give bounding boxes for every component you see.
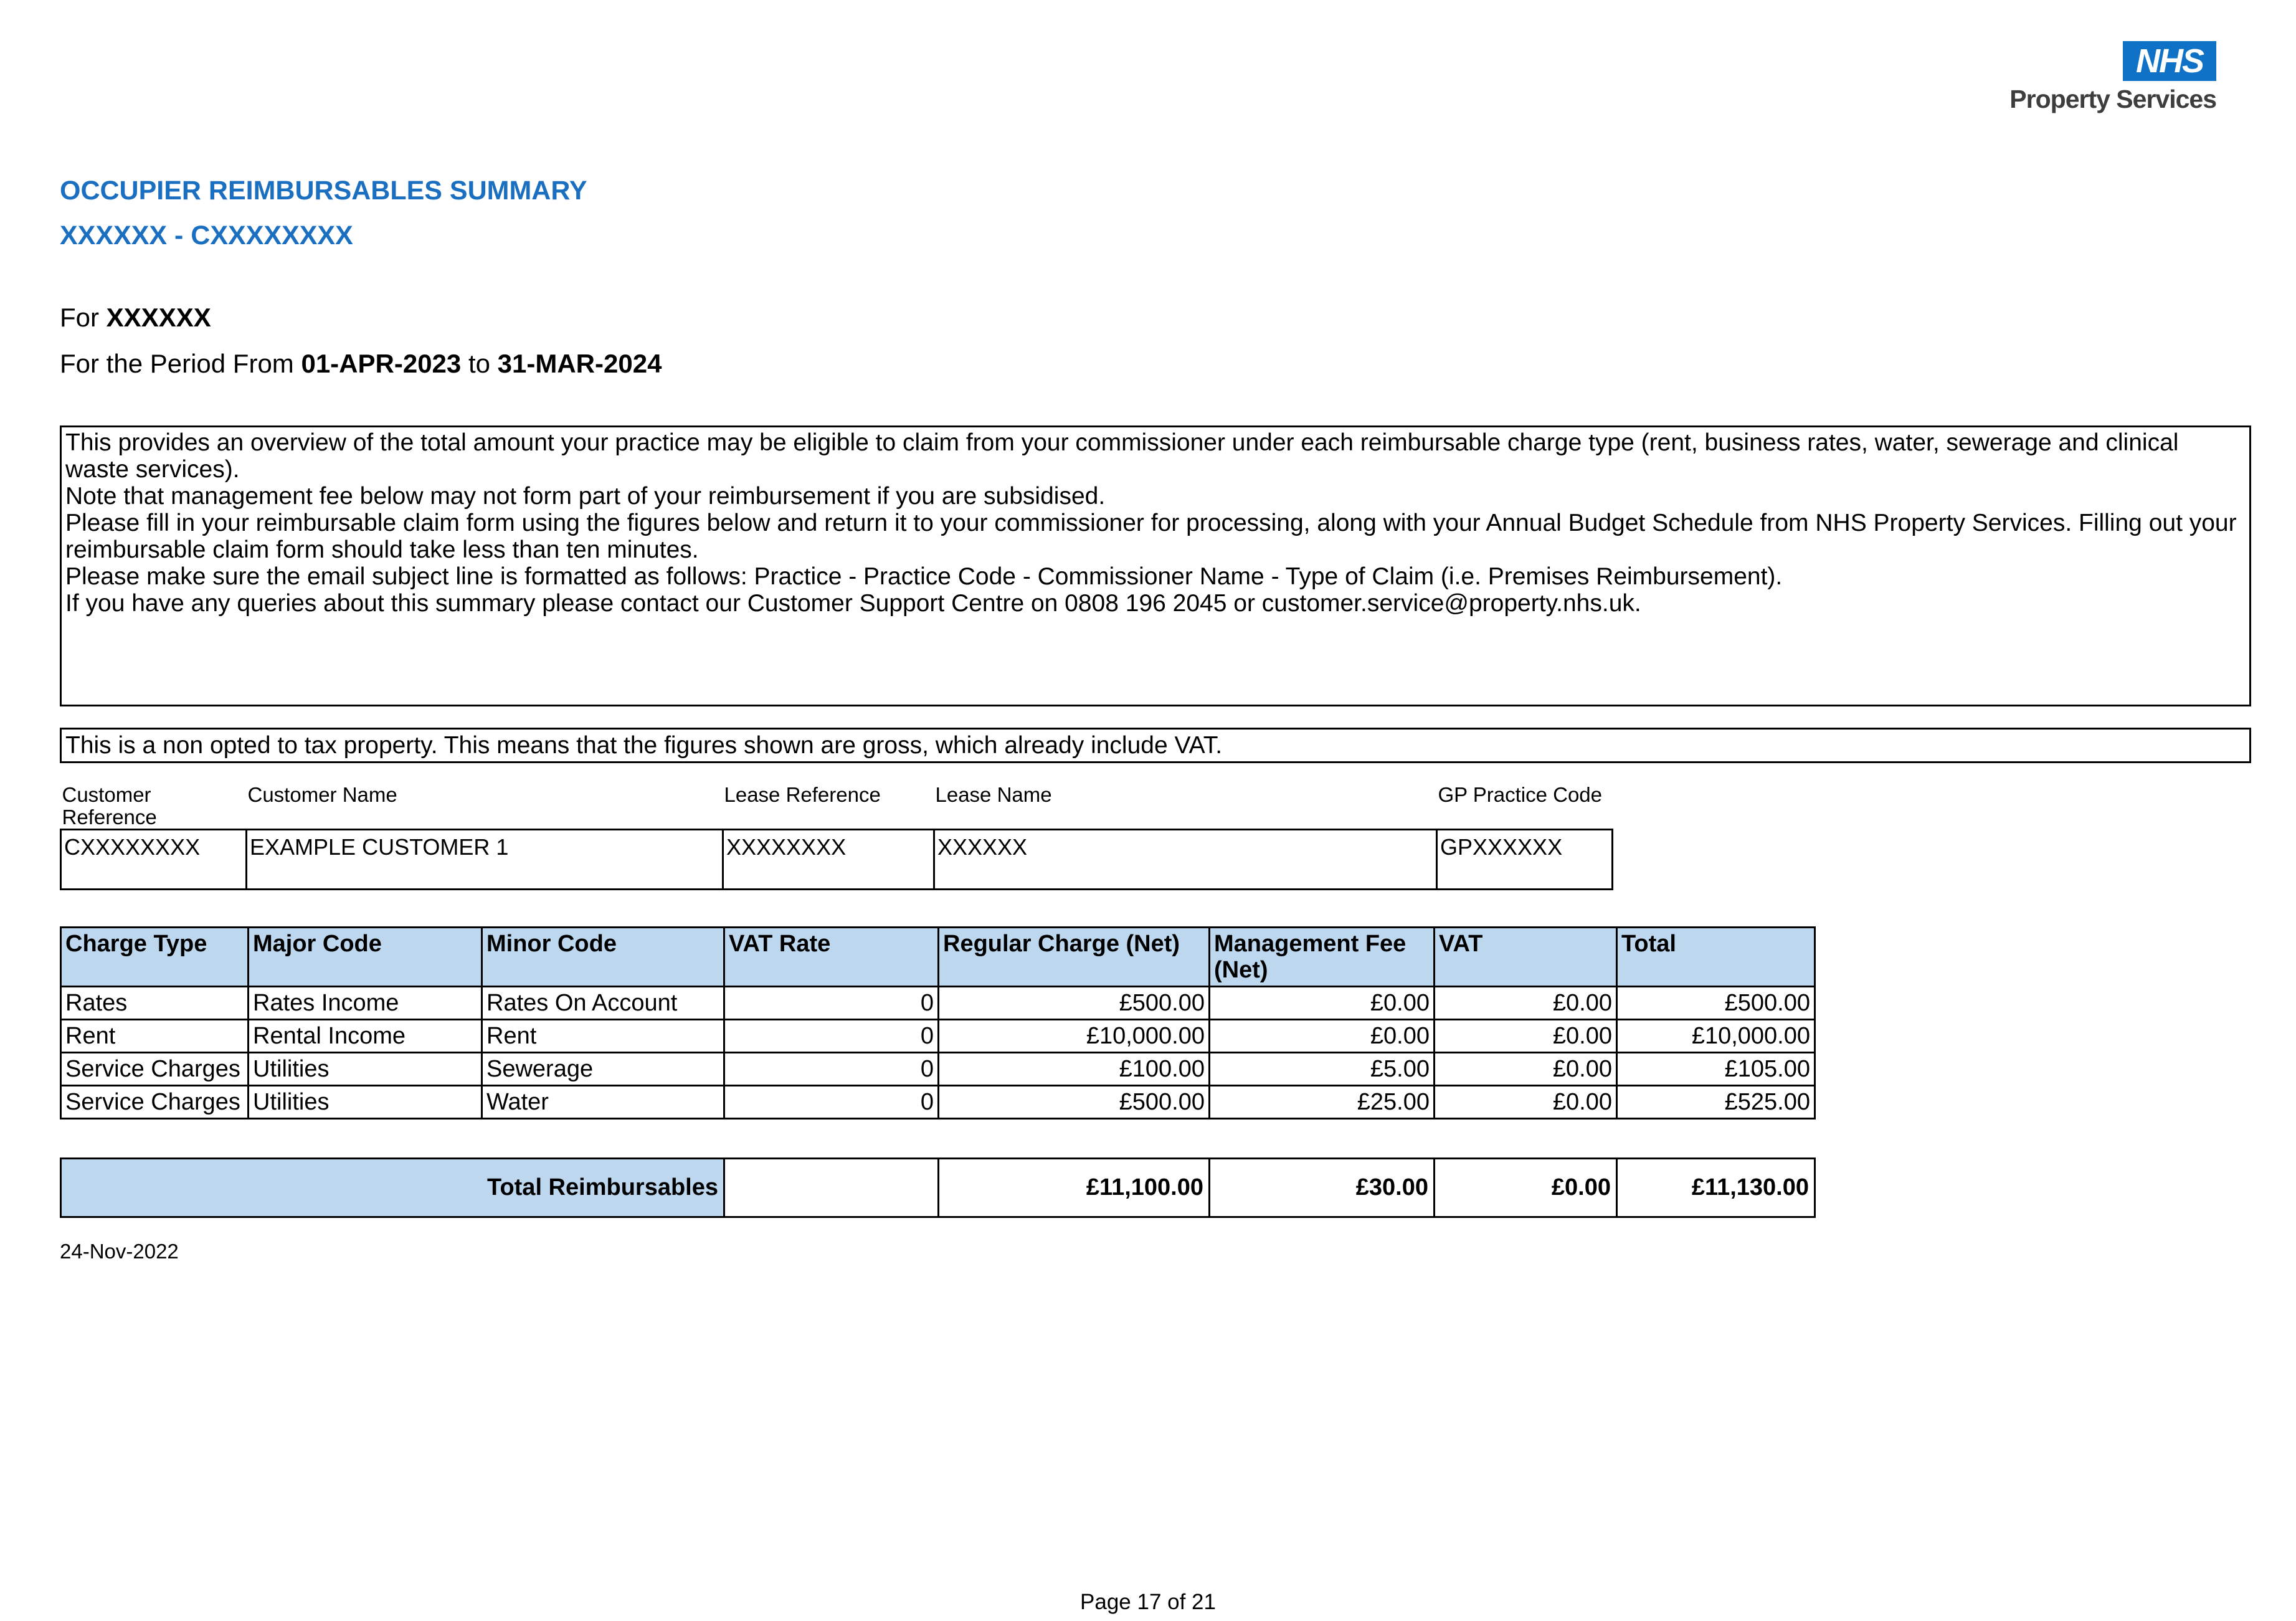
gp-practice-code-header: GP Practice Code	[1438, 783, 1603, 806]
management-fee-header: Management Fee (Net)	[1210, 928, 1435, 987]
minor-code-cell: Rates On Account	[482, 987, 724, 1020]
customer-table-row	[61, 830, 1613, 890]
vat-rate-cell: 0	[724, 987, 939, 1020]
nhs-logo	[2009, 41, 2216, 114]
minor-code-cell: Sewerage	[482, 1053, 724, 1086]
page-number: Page 17 of 21	[1080, 1590, 1216, 1614]
minor-code-header: Minor Code	[482, 928, 724, 987]
page-subtitle: XXXXXX - CXXXXXXXX	[60, 221, 353, 250]
customer-reference-value: CXXXXXXXX	[61, 830, 247, 890]
vat-rate-header: VAT Rate	[724, 928, 939, 987]
regular-charge-header: Regular Charge (Net)	[939, 928, 1210, 987]
totals-regular-charge: £11,100.00	[939, 1159, 1210, 1217]
customer-name-value: XXXXXX	[106, 303, 211, 332]
regular-charge-cell: £500.00	[939, 1086, 1210, 1119]
gp-practice-code-value: GPXXXXXX	[1437, 830, 1613, 890]
vat-cell: £0.00	[1435, 987, 1617, 1020]
for-prefix: For	[60, 303, 107, 332]
for-line	[60, 303, 211, 333]
regular-charge-cell: £10,000.00	[939, 1020, 1210, 1053]
totals-vat: £0.00	[1435, 1159, 1617, 1217]
vat-cell: £0.00	[1435, 1053, 1617, 1086]
totals-management-fee: £30.00	[1210, 1159, 1435, 1217]
document-date: 24-Nov-2022	[60, 1240, 179, 1263]
table-row	[61, 1086, 1815, 1119]
intro-paragraph: If you have any queries about this summary please contact our Customer Support Centre on 0808 196 2045 or customer.service@property.nhs.uk.	[65, 590, 1641, 617]
lease-reference-value: XXXXXXXX	[723, 830, 934, 890]
nhs-logo-subtitle: Property Services	[2009, 85, 2216, 113]
totals-vat-rate-cell	[724, 1159, 939, 1217]
total-reimbursables-label: Total Reimbursables	[61, 1159, 724, 1217]
charges-table-header-row	[61, 928, 1815, 987]
charge-type-cell: Service Charges	[61, 1086, 249, 1119]
charges-table	[60, 926, 1816, 1119]
vat-cell: £0.00	[1435, 1020, 1617, 1053]
period-to-date: 31-MAR-2024	[497, 349, 662, 378]
totals-total: £11,130.00	[1617, 1159, 1815, 1217]
regular-charge-cell: £500.00	[939, 987, 1210, 1020]
charge-type-header: Charge Type	[61, 928, 249, 987]
management-fee-cell: £25.00	[1210, 1086, 1435, 1119]
major-code-cell: Rental Income	[249, 1020, 482, 1053]
customer-name-value: EXAMPLE CUSTOMER 1	[247, 830, 723, 890]
table-row	[61, 1053, 1815, 1086]
vat-rate-cell: 0	[724, 1020, 939, 1053]
vat-rate-cell: 0	[724, 1053, 939, 1086]
totals-table	[60, 1158, 1816, 1218]
customer-table-header-row	[61, 784, 1613, 830]
charge-type-cell: Rent	[61, 1020, 249, 1053]
customer-reference-header: Customer Reference	[62, 783, 157, 829]
customer-table	[60, 784, 1613, 890]
lease-name-value: XXXXXX	[934, 830, 1437, 890]
period-join: to	[461, 349, 498, 378]
totals-row	[61, 1159, 1815, 1217]
period-from-date: 01-APR-2023	[301, 349, 462, 378]
intro-paragraph: This provides an overview of the total amount your practice may be eligible to claim from your commissioner under each reimbursable charge type (rent, business rates, water, sewerage and clinical waste services).	[65, 429, 2179, 483]
vat-cell: £0.00	[1435, 1086, 1617, 1119]
major-code-cell: Utilities	[249, 1053, 482, 1086]
total-cell: £10,000.00	[1617, 1020, 1815, 1053]
vat-header: VAT	[1435, 928, 1617, 987]
nhs-logo-text: NHS	[2135, 42, 2203, 80]
management-fee-cell: £0.00	[1210, 1020, 1435, 1053]
page-title: OCCUPIER REIMBURSABLES SUMMARY	[60, 176, 587, 206]
period-line	[60, 349, 662, 379]
major-code-cell: Utilities	[249, 1086, 482, 1119]
intro-paragraph: Please fill in your reimbursable claim form using the figures below and return it to your commissioner for processing, along with your Annual Budget Schedule from NHS Property Services. Filling out your reimbursable claim form should take less than ten minutes.	[65, 510, 2237, 563]
charge-type-cell: Service Charges	[61, 1053, 249, 1086]
management-fee-cell: £5.00	[1210, 1053, 1435, 1086]
management-fee-cell: £0.00	[1210, 987, 1435, 1020]
lease-reference-header: Lease Reference	[724, 783, 881, 806]
table-row	[61, 1020, 1815, 1053]
major-code-header: Major Code	[249, 928, 482, 987]
minor-code-cell: Water	[482, 1086, 724, 1119]
vat-rate-cell: 0	[724, 1086, 939, 1119]
total-cell: £105.00	[1617, 1053, 1815, 1086]
nhs-logo-icon	[2123, 41, 2216, 81]
intro-paragraph: Note that management fee below may not form part of your reimbursement if you are subsidised.	[65, 483, 1106, 510]
major-code-cell: Rates Income	[249, 987, 482, 1020]
customer-name-header: Customer Name	[247, 783, 397, 806]
charge-type-cell: Rates	[61, 987, 249, 1020]
period-prefix: For the Period From	[60, 349, 301, 378]
intro-box	[60, 425, 2251, 706]
total-header: Total	[1617, 928, 1815, 987]
intro-paragraph: Please make sure the email subject line is formatted as follows: Practice - Practice Code - Commissioner Name - Type of Claim (i.e. Premises Reimbursement).	[65, 563, 1783, 590]
lease-name-header: Lease Name	[935, 783, 1052, 806]
vat-note-box: This is a non opted to tax property. This means that the figures shown are gross, which already include VAT.	[60, 728, 2251, 763]
table-row	[61, 987, 1815, 1020]
regular-charge-cell: £100.00	[939, 1053, 1210, 1086]
total-cell: £500.00	[1617, 987, 1815, 1020]
total-cell: £525.00	[1617, 1086, 1815, 1119]
minor-code-cell: Rent	[482, 1020, 724, 1053]
